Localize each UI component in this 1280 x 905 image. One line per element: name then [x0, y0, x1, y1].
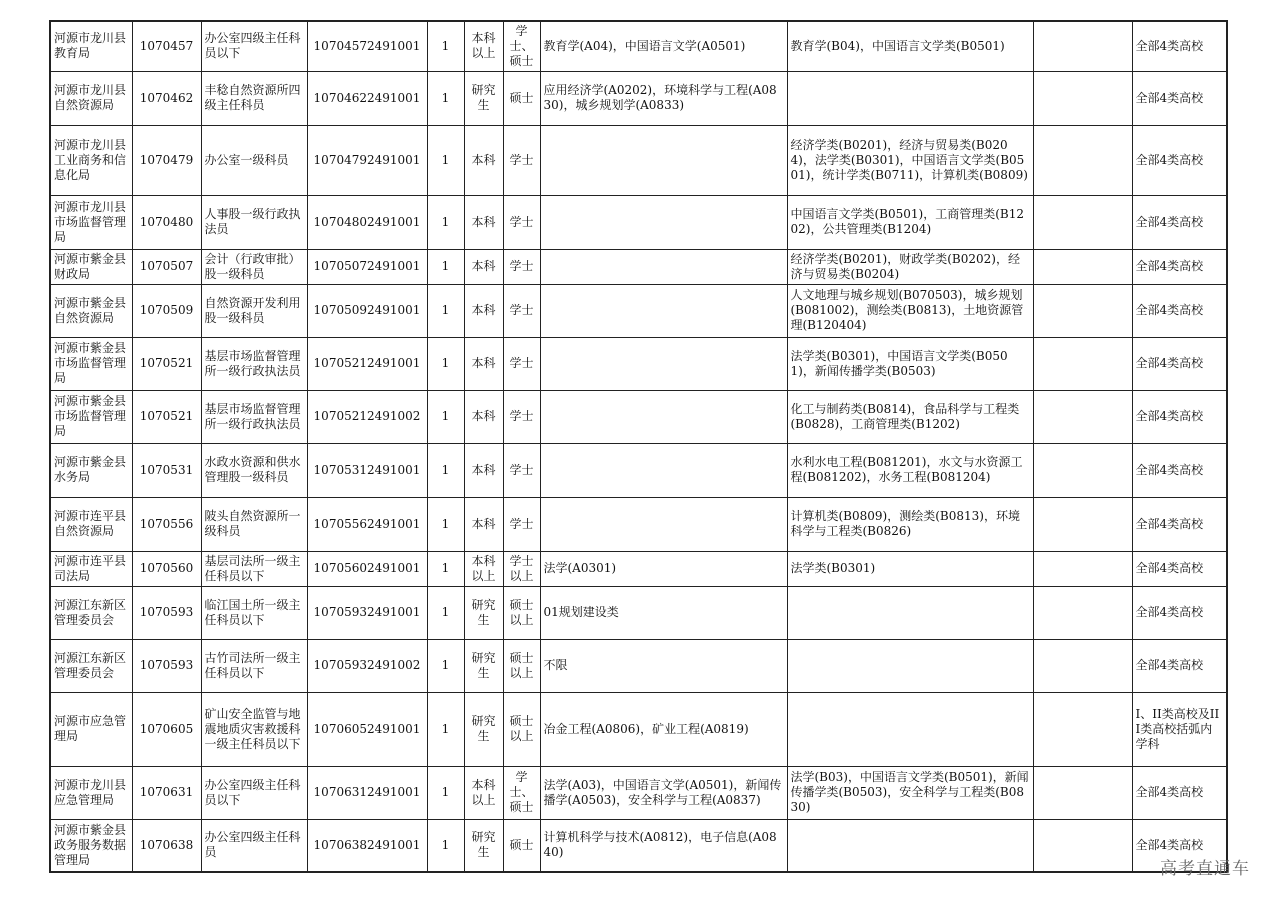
table-row: [50, 766, 1227, 819]
degree-cell: 学士: [503, 497, 540, 551]
position-cell: 人事股一级行政执法员: [201, 195, 307, 249]
degree-cell: 硕士: [503, 819, 540, 872]
position-code-cell: 10706382491001: [307, 819, 427, 872]
postgrad-major-cell: [540, 284, 787, 337]
count-cell: 1: [427, 586, 464, 639]
unit-code-cell: 1070531: [132, 443, 201, 497]
table-row: [50, 249, 1227, 284]
unit-cell: 河源市紫金县自然资源局: [50, 284, 132, 337]
table-row: [50, 337, 1227, 390]
postgrad-major-cell: 法学(A03)，中国语言文学(A0501)，新闻传播学(A0503)，安全科学与工程(A0837): [540, 766, 787, 819]
table-row: [50, 443, 1227, 497]
other-requirements-cell: [1033, 125, 1132, 195]
position-code-cell: 10705212491002: [307, 390, 427, 443]
school-type-cell: 全部4类高校: [1132, 337, 1227, 390]
education-cell: 本科: [464, 195, 503, 249]
unit-cell: 河源市龙川县应急管理局: [50, 766, 132, 819]
school-type-cell: 全部4类高校: [1132, 497, 1227, 551]
postgrad-major-cell: [540, 337, 787, 390]
school-type-cell: 全部4类高校: [1132, 71, 1227, 125]
unit-cell: 河源市龙川县自然资源局: [50, 71, 132, 125]
table-row: [50, 819, 1227, 872]
other-requirements-cell: [1033, 639, 1132, 692]
other-requirements-cell: [1033, 692, 1132, 766]
other-requirements-cell: [1033, 390, 1132, 443]
school-type-cell: 全部4类高校: [1132, 586, 1227, 639]
count-cell: 1: [427, 195, 464, 249]
education-cell: 研究生: [464, 71, 503, 125]
position-cell: 矿山安全监管与地震地质灾害救援科一级主任科员以下: [201, 692, 307, 766]
postgrad-major-cell: 应用经济学(A0202)，环境科学与工程(A0830)，城乡规划学(A0833): [540, 71, 787, 125]
education-cell: 本科: [464, 125, 503, 195]
unit-code-cell: 1070560: [132, 551, 201, 586]
position-cell: 自然资源开发利用股一级科员: [201, 284, 307, 337]
count-cell: 1: [427, 692, 464, 766]
unit-code-cell: 1070509: [132, 284, 201, 337]
education-cell: 本科: [464, 249, 503, 284]
unit-cell: 河源江东新区管理委员会: [50, 586, 132, 639]
position-code-cell: 10706312491001: [307, 766, 427, 819]
other-requirements-cell: [1033, 819, 1132, 872]
watermark: 高考直通车: [1160, 859, 1250, 879]
unit-cell: 河源市连平县司法局: [50, 551, 132, 586]
unit-code-cell: 1070507: [132, 249, 201, 284]
position-code-cell: 10706052491001: [307, 692, 427, 766]
undergrad-major-cell: [787, 692, 1033, 766]
position-code-cell: 10705212491001: [307, 337, 427, 390]
school-type-cell: 全部4类高校: [1132, 390, 1227, 443]
postgrad-major-cell: 法学(A0301): [540, 551, 787, 586]
postgrad-major-cell: 不限: [540, 639, 787, 692]
unit-cell: 河源市龙川县教育局: [50, 21, 132, 71]
education-cell: 研究生: [464, 692, 503, 766]
degree-cell: 硕士以上: [503, 692, 540, 766]
degree-cell: 学士: [503, 195, 540, 249]
degree-cell: 学士: [503, 390, 540, 443]
other-requirements-cell: [1033, 443, 1132, 497]
education-cell: 本科: [464, 443, 503, 497]
undergrad-major-cell: 经济学类(B0201)，财政学类(B0202)，经济与贸易类(B0204): [787, 249, 1033, 284]
position-cell: 临江国土所一级主任科员以下: [201, 586, 307, 639]
count-cell: 1: [427, 639, 464, 692]
unit-cell: 河源市紫金县市场监督管理局: [50, 390, 132, 443]
count-cell: 1: [427, 443, 464, 497]
unit-code-cell: 1070521: [132, 390, 201, 443]
table-row: [50, 284, 1227, 337]
postgrad-major-cell: [540, 125, 787, 195]
education-cell: 本科: [464, 284, 503, 337]
other-requirements-cell: [1033, 71, 1132, 125]
education-cell: 本科: [464, 337, 503, 390]
table-row: [50, 639, 1227, 692]
unit-cell: 河源市紫金县财政局: [50, 249, 132, 284]
count-cell: 1: [427, 284, 464, 337]
table-row: [50, 551, 1227, 586]
undergrad-major-cell: [787, 586, 1033, 639]
postgrad-major-cell: 冶金工程(A0806)，矿业工程(A0819): [540, 692, 787, 766]
position-cell: 古竹司法所一级主任科员以下: [201, 639, 307, 692]
education-cell: 研究生: [464, 586, 503, 639]
school-type-cell: 全部4类高校: [1132, 249, 1227, 284]
education-cell: 本科以上: [464, 551, 503, 586]
school-type-cell: 全部4类高校: [1132, 766, 1227, 819]
degree-cell: 硕士以上: [503, 586, 540, 639]
school-type-cell: 全部4类高校: [1132, 819, 1227, 872]
unit-code-cell: 1070457: [132, 21, 201, 71]
position-cell: 水政水资源和供水管理股一级科员: [201, 443, 307, 497]
table-row: [50, 497, 1227, 551]
degree-cell: 学士、硕士: [503, 21, 540, 71]
position-code-cell: 10704802491001: [307, 195, 427, 249]
table-row: [50, 390, 1227, 443]
undergrad-major-cell: 中国语言文学类(B0501)，工商管理类(B1202)，公共管理类(B1204): [787, 195, 1033, 249]
unit-code-cell: 1070631: [132, 766, 201, 819]
education-cell: 本科: [464, 390, 503, 443]
position-code-cell: 10705312491001: [307, 443, 427, 497]
count-cell: 1: [427, 551, 464, 586]
undergrad-major-cell: [787, 819, 1033, 872]
unit-code-cell: 1070480: [132, 195, 201, 249]
unit-code-cell: 1070556: [132, 497, 201, 551]
position-code-cell: 10705602491001: [307, 551, 427, 586]
unit-code-cell: 1070605: [132, 692, 201, 766]
undergrad-major-cell: [787, 71, 1033, 125]
position-cell: 会计（行政审批）股一级科员: [201, 249, 307, 284]
count-cell: 1: [427, 819, 464, 872]
other-requirements-cell: [1033, 337, 1132, 390]
other-requirements-cell: [1033, 497, 1132, 551]
unit-code-cell: 1070593: [132, 639, 201, 692]
degree-cell: 硕士以上: [503, 639, 540, 692]
degree-cell: 学士: [503, 337, 540, 390]
count-cell: 1: [427, 337, 464, 390]
school-type-cell: 全部4类高校: [1132, 639, 1227, 692]
undergrad-major-cell: 水利水电工程(B081201)，水文与水资源工程(B081202)，水务工程(B081204): [787, 443, 1033, 497]
school-type-cell: 全部4类高校: [1132, 551, 1227, 586]
undergrad-major-cell: 教育学(B04)，中国语言文学类(B0501): [787, 21, 1033, 71]
table-row: [50, 71, 1227, 125]
unit-code-cell: 1070462: [132, 71, 201, 125]
school-type-cell: 全部4类高校: [1132, 443, 1227, 497]
unit-cell: 河源市紫金县政务服务数据管理局: [50, 819, 132, 872]
undergrad-major-cell: 化工与制药类(B0814)，食品科学与工程类(B0828)，工商管理类(B1202): [787, 390, 1033, 443]
other-requirements-cell: [1033, 195, 1132, 249]
school-type-cell: 全部4类高校: [1132, 284, 1227, 337]
degree-cell: 学士: [503, 443, 540, 497]
unit-cell: 河源市紫金县市场监督管理局: [50, 337, 132, 390]
position-cell: 办公室四级主任科员以下: [201, 766, 307, 819]
position-code-cell: 10705072491001: [307, 249, 427, 284]
position-code-cell: 10704622491001: [307, 71, 427, 125]
school-type-cell: 全部4类高校: [1132, 21, 1227, 71]
position-code-cell: 10705562491001: [307, 497, 427, 551]
unit-cell: 河源市龙川县市场监督管理局: [50, 195, 132, 249]
count-cell: 1: [427, 497, 464, 551]
unit-code-cell: 1070479: [132, 125, 201, 195]
postgrad-major-cell: 01规划建设类: [540, 586, 787, 639]
postgrad-major-cell: 教育学(A04)，中国语言文学(A0501): [540, 21, 787, 71]
postgrad-major-cell: [540, 195, 787, 249]
position-code-cell: 10705092491001: [307, 284, 427, 337]
postgrad-major-cell: [540, 443, 787, 497]
table-row: [50, 195, 1227, 249]
position-code-cell: 10704792491001: [307, 125, 427, 195]
undergrad-major-cell: 法学类(B0301): [787, 551, 1033, 586]
unit-code-cell: 1070521: [132, 337, 201, 390]
postgrad-major-cell: 计算机科学与技术(A0812)，电子信息(A0840): [540, 819, 787, 872]
undergrad-major-cell: 经济学类(B0201)，经济与贸易类(B0204)，法学类(B0301)，中国语言文学类(B0501)，统计学类(B0711)，计算机类(B0809): [787, 125, 1033, 195]
position-code-cell: 10705932491001: [307, 586, 427, 639]
school-type-cell: 全部4类高校: [1132, 195, 1227, 249]
education-cell: 本科以上: [464, 766, 503, 819]
recruitment-table: [49, 20, 1228, 873]
other-requirements-cell: [1033, 586, 1132, 639]
count-cell: 1: [427, 21, 464, 71]
undergrad-major-cell: 计算机类(B0809)，测绘类(B0813)，环境科学与工程类(B0826): [787, 497, 1033, 551]
other-requirements-cell: [1033, 249, 1132, 284]
count-cell: 1: [427, 249, 464, 284]
education-cell: 研究生: [464, 639, 503, 692]
position-cell: 丰稔自然资源所四级主任科员: [201, 71, 307, 125]
position-code-cell: 10704572491001: [307, 21, 427, 71]
unit-cell: 河源市紫金县水务局: [50, 443, 132, 497]
position-cell: 基层市场监督管理所一级行政执法员: [201, 390, 307, 443]
school-type-cell: I、II类高校及III类高校括弧内学科: [1132, 692, 1227, 766]
table-row: [50, 21, 1227, 71]
count-cell: 1: [427, 766, 464, 819]
other-requirements-cell: [1033, 21, 1132, 71]
degree-cell: 硕士: [503, 71, 540, 125]
position-cell: 基层司法所一级主任科员以下: [201, 551, 307, 586]
postgrad-major-cell: [540, 390, 787, 443]
position-cell: 办公室四级主任科员以下: [201, 21, 307, 71]
position-cell: 基层市场监督管理所一级行政执法员: [201, 337, 307, 390]
unit-cell: 河源市龙川县工业商务和信息化局: [50, 125, 132, 195]
degree-cell: 学士: [503, 125, 540, 195]
table-row: [50, 125, 1227, 195]
unit-code-cell: 1070593: [132, 586, 201, 639]
undergrad-major-cell: [787, 639, 1033, 692]
unit-cell: 河源江东新区管理委员会: [50, 639, 132, 692]
position-cell: 办公室一级科员: [201, 125, 307, 195]
postgrad-major-cell: [540, 249, 787, 284]
position-code-cell: 10705932491002: [307, 639, 427, 692]
unit-cell: 河源市应急管理局: [50, 692, 132, 766]
postgrad-major-cell: [540, 497, 787, 551]
table-row: [50, 692, 1227, 766]
degree-cell: 学士: [503, 284, 540, 337]
degree-cell: 学士、硕士: [503, 766, 540, 819]
school-type-cell: 全部4类高校: [1132, 125, 1227, 195]
unit-cell: 河源市连平县自然资源局: [50, 497, 132, 551]
undergrad-major-cell: 人文地理与城乡规划(B070503)，城乡规划(B081002)，测绘类(B0813)，土地资源管理(B120404): [787, 284, 1033, 337]
education-cell: 本科以上: [464, 21, 503, 71]
table-row: [50, 586, 1227, 639]
position-cell: 陂头自然资源所一级科员: [201, 497, 307, 551]
other-requirements-cell: [1033, 551, 1132, 586]
degree-cell: 学士以上: [503, 551, 540, 586]
education-cell: 研究生: [464, 819, 503, 872]
education-cell: 本科: [464, 497, 503, 551]
other-requirements-cell: [1033, 766, 1132, 819]
unit-code-cell: 1070638: [132, 819, 201, 872]
other-requirements-cell: [1033, 284, 1132, 337]
undergrad-major-cell: 法学(B03)，中国语言文学类(B0501)，新闻传播学类(B0503)，安全科学与工程类(B0830): [787, 766, 1033, 819]
position-cell: 办公室四级主任科员: [201, 819, 307, 872]
count-cell: 1: [427, 125, 464, 195]
table-body: [50, 21, 1227, 872]
undergrad-major-cell: 法学类(B0301)，中国语言文学类(B0501)，新闻传播学类(B0503): [787, 337, 1033, 390]
count-cell: 1: [427, 390, 464, 443]
degree-cell: 学士: [503, 249, 540, 284]
count-cell: 1: [427, 71, 464, 125]
